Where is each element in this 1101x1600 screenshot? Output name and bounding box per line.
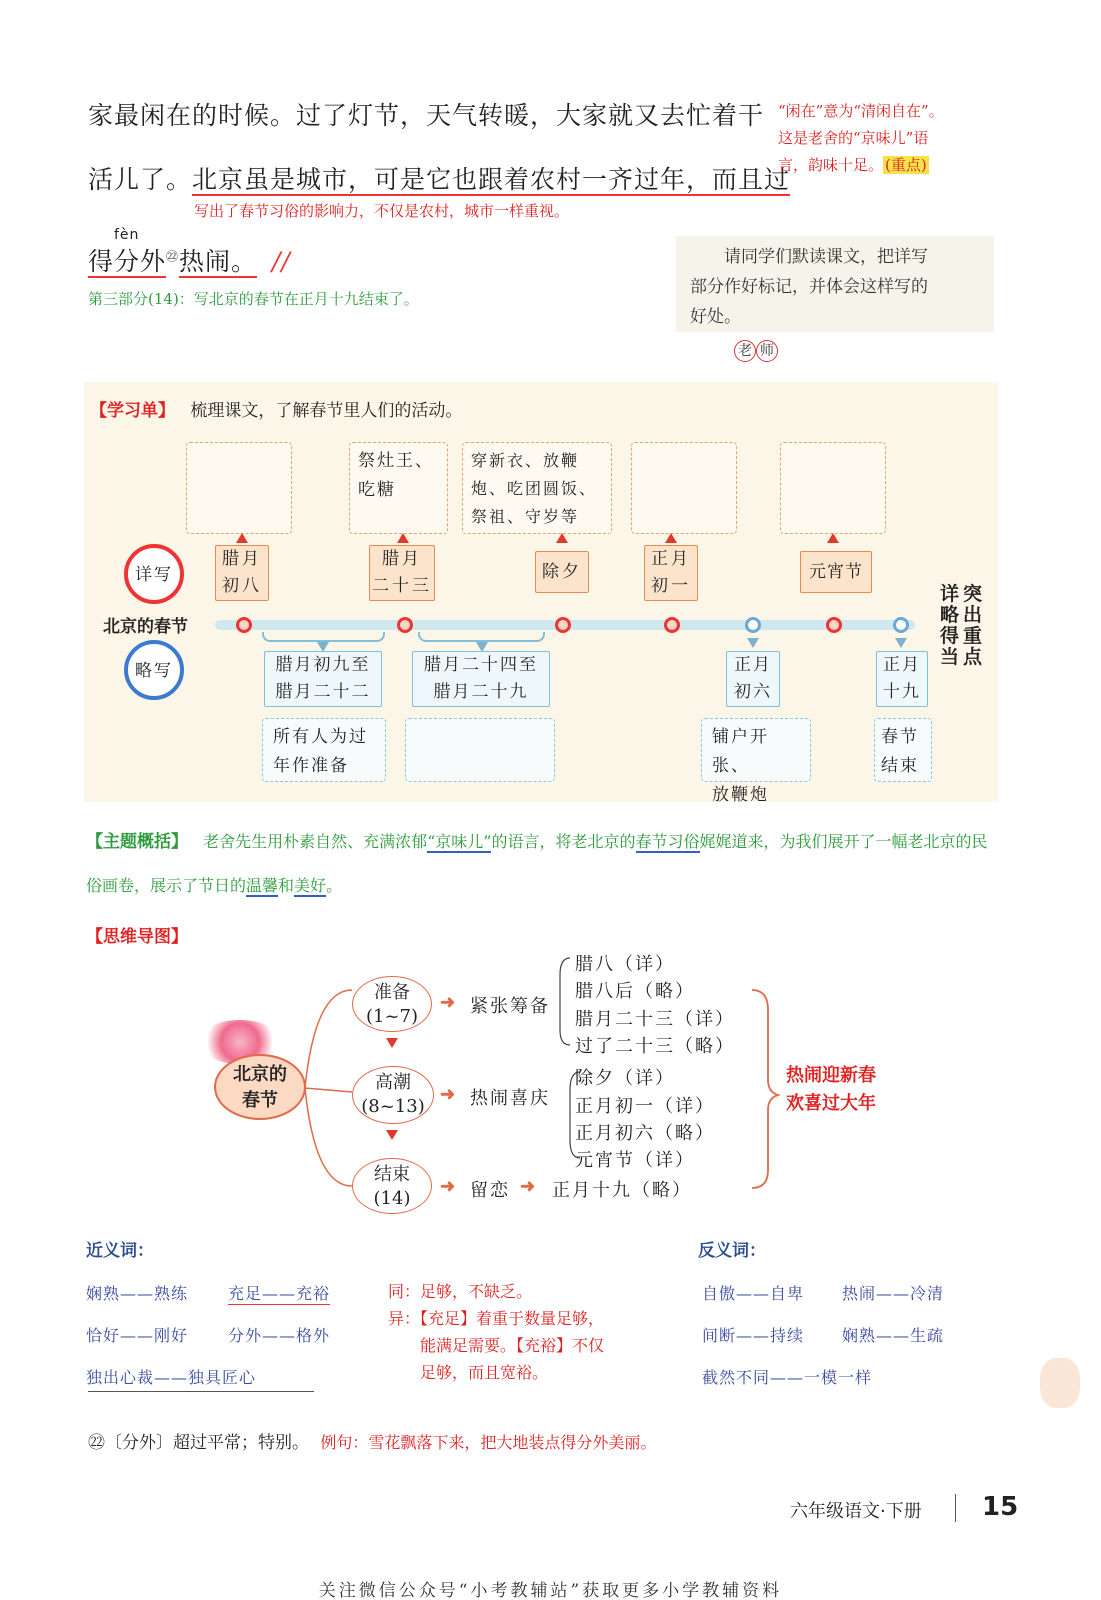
mind-map-tag: 【思维导图】 <box>86 927 188 947</box>
peak-item-4: 元宵节（详） <box>575 1150 695 1171</box>
date-yuanxiao-line-1: 元宵节 <box>809 562 863 582</box>
synonym-heading: 近义词： <box>86 1241 154 1261</box>
date-chuxi-line-1: 除夕 <box>542 562 582 582</box>
study-sheet-instruction: 梳理课文，了解春节里人们的活动。 <box>190 401 463 421</box>
side-note-3: 言，韵味十足。 <box>778 156 884 174</box>
date-zhengyue-19-line-1: 正月 <box>883 655 921 675</box>
peak-item-3: 正月初六（略） <box>575 1123 715 1144</box>
mind-map-center-line-1: 北京的 <box>233 1064 287 1085</box>
syn-note-diff-1: 异：【充足】着重于数量足够， <box>388 1309 605 1328</box>
bottom-box-4-line-2: 结束 <box>881 756 919 776</box>
date-zhengyue-6-line-2: 初六 <box>734 682 772 702</box>
arrow-right-2: ➜ <box>440 1084 458 1105</box>
range-late-line-2: 腊月二十九 <box>433 682 529 702</box>
tip-text-1: 请同学们默读课文，把详写 <box>724 247 928 267</box>
summary-text-1: 老舍先生用朴素自然、充满浓郁 <box>203 832 428 851</box>
summary-text-3: 娓娓道来，为我们展开 <box>699 832 860 851</box>
bottom-box-4-line-1: 春节 <box>881 727 919 747</box>
stage-prep-range: (1~7) <box>365 1006 419 1027</box>
antonym-heading: 反义词： <box>698 1241 766 1261</box>
phrase-fenwai: 得分外 <box>88 247 167 276</box>
date-zhengyue-6-line-1: 正月 <box>734 655 772 675</box>
syn-note-same: 同：足够，不缺乏。 <box>388 1282 533 1301</box>
stage-prep-mood: 紧张筹备 <box>470 996 550 1017</box>
syn-note-diff-2: 能满足需要。【充裕】不仅 <box>420 1336 605 1355</box>
footnote <box>88 1428 656 1453</box>
ant-4: 娴熟——生疏 <box>842 1326 945 1345</box>
stage-prep <box>352 976 432 1032</box>
passage-line-2-underlined: 北京虽是城市，可是它也跟着农村一齐过年，而且过 <box>192 165 791 194</box>
prep-item-3: 腊月二十三（详） <box>575 1009 735 1030</box>
arrow-right-4: ➜ <box>520 1176 538 1197</box>
section-break-mark: // <box>272 247 291 276</box>
syn-1: 娴熟——熟练 <box>86 1284 189 1303</box>
stage-end-mood: 留恋 <box>470 1180 510 1201</box>
footer-divider <box>955 1494 956 1522</box>
mind-map-center <box>214 1054 306 1120</box>
teacher-badge-2: 师 <box>756 340 778 362</box>
top-box-3-line-3: 祭祖、守岁等 <box>471 507 580 526</box>
date-23-line-2: 二十三 <box>372 576 432 596</box>
brief-label: 略写 <box>124 640 184 700</box>
bottom-box-3-line-1: 铺户开张、 <box>712 727 769 776</box>
stage-end <box>352 1158 432 1214</box>
tip-text-2: 部分作好标记，并体会这样写的 <box>690 277 928 297</box>
summary-text-4: 了一幅老北京的民俗画卷，展示了节日的 <box>86 832 988 895</box>
side-text-focus: 突出重点 <box>963 583 983 668</box>
footnote-text: ㉒〔分外〕超过平常；特别。 <box>88 1433 309 1453</box>
lantern-icon <box>1040 1358 1080 1408</box>
arrow-right-3: ➜ <box>440 1176 458 1197</box>
stage-end-range: (14) <box>373 1188 411 1209</box>
stage-end-name: 结束 <box>374 1164 410 1185</box>
stage-peak-name: 高潮 <box>375 1072 411 1093</box>
top-box-3-line-2: 炮、吃团圆饭、 <box>471 479 598 498</box>
range-late-line-1: 腊月二十四至 <box>424 655 538 675</box>
bottom-box-1-line-1: 所有人为过 <box>273 727 368 747</box>
ant-1: 自傲——自卑 <box>702 1284 805 1303</box>
bottom-box-3-line-2: 放鞭炮 <box>712 785 769 805</box>
summary-keyword-4: 美好 <box>294 876 327 895</box>
end-item: 正月十九（略） <box>552 1180 692 1201</box>
footnote-marker: ㉒ <box>166 249 180 264</box>
timeline-center-label: 北京的春节 <box>103 617 188 637</box>
ant-5: 截然不同——一模一样 <box>702 1368 873 1387</box>
tip-text-3: 好处。 <box>690 307 741 327</box>
teacher-badge-1: 老 <box>734 340 756 362</box>
ant-3: 间断——持续 <box>702 1326 805 1345</box>
ant-2: 热闹——冷清 <box>842 1284 945 1303</box>
side-note-2: 这是老舍的“京味儿”语 <box>778 129 929 147</box>
top-box-2-line-2: 吃糖 <box>358 480 396 500</box>
page-number: 15 <box>982 1492 1019 1522</box>
date-laba-line-1: 腊月 <box>222 549 262 569</box>
syn-note <box>388 1278 604 1386</box>
peak-item-1: 除夕（详） <box>575 1068 675 1089</box>
key-point-tag: (重点) <box>885 156 927 174</box>
summary-text-5: 和 <box>278 876 295 895</box>
summary-keyword-3: 温馨 <box>246 876 279 895</box>
syn-5: 独出心裁——独具匠心 <box>86 1368 257 1387</box>
top-box-2-line-1: 祭灶王、 <box>358 451 434 471</box>
arrow-right-1: ➜ <box>440 992 458 1013</box>
prep-item-1: 腊八（详） <box>575 954 675 975</box>
summary-keyword-2: 春节习俗 <box>635 832 700 851</box>
prep-item-2: 腊八后（略） <box>575 981 695 1002</box>
stage-peak <box>352 1066 434 1124</box>
summary-text-2: 的语言，将老北京的 <box>491 832 636 851</box>
footnote-example: 例句：雪花飘落下来，把大地装点得分外美丽。 <box>320 1433 657 1452</box>
summary-keyword-1: “京味儿” <box>427 832 492 851</box>
summary-tag: 【主题概括】 <box>86 832 188 852</box>
side-note-1: “闲在”意为“清闲自在”。 <box>778 102 944 120</box>
passage-line-1: 家最闲在的时候。过了灯节，天气转暖，大家就又去忙着干 <box>88 101 765 130</box>
peak-item-2: 正月初一（详） <box>575 1096 715 1117</box>
date-zhengyue-19-line-2: 十九 <box>883 682 921 702</box>
syn-3: 恰好——刚好 <box>86 1326 189 1345</box>
range-early-line-1: 腊月初九至 <box>275 655 371 675</box>
prep-item-4: 过了二十三（略） <box>575 1036 735 1057</box>
date-zhengyue-1-line-2: 初一 <box>651 576 691 596</box>
study-sheet-tag: 【学习单】 <box>90 401 175 421</box>
mind-map-theme-line-2: 欢喜过大年 <box>786 1093 876 1114</box>
book-title: 六年级语文·下册 <box>790 1501 922 1522</box>
side-text-detail: 详略得当 <box>940 583 960 668</box>
syn-4: 分外——格外 <box>228 1326 331 1345</box>
passage-line-3-b: 热闹。 <box>179 247 258 276</box>
stage-arrow-2 <box>386 1130 398 1140</box>
summary-text-6: 。 <box>326 876 343 895</box>
line2-annotation: 写出了春节习俗的影响力，不仅是农村，城市一样重视。 <box>194 202 570 220</box>
stage-prep-name: 准备 <box>374 982 410 1003</box>
passage-line-2-a: 活儿了。 <box>88 165 193 194</box>
detail-label: 详写 <box>124 544 184 604</box>
stage-peak-mood: 热闹喜庆 <box>470 1088 550 1109</box>
mind-map-theme <box>786 1062 876 1118</box>
mind-map-center-line-2: 春节 <box>242 1090 278 1111</box>
bottom-box-1-line-2: 年作准备 <box>273 756 349 776</box>
syn-note-diff-3: 足够，而且宽裕。 <box>420 1363 549 1382</box>
pinyin-fen: fèn <box>114 227 140 243</box>
date-23-line-1: 腊月 <box>382 549 422 569</box>
mind-map-theme-line-1: 热闹迎新春 <box>786 1065 876 1086</box>
section-note: 第三部分(14)：写北京的春节在正月十九结束了。 <box>88 290 419 308</box>
stage-peak-range: (8~13) <box>361 1096 425 1117</box>
syn-2: 充足——充裕 <box>228 1281 330 1305</box>
date-laba-line-2: 初八 <box>222 576 262 596</box>
stage-arrow-1 <box>386 1038 398 1048</box>
top-box-3-line-1: 穿新衣、放鞭 <box>471 451 580 470</box>
date-zhengyue-1-line-1: 正月 <box>651 549 691 569</box>
footnote-divider <box>88 1391 314 1392</box>
range-early-line-2: 腊月二十二 <box>275 682 371 702</box>
bottom-banner: 关注微信公众号“小考教辅站”获取更多小学教辅资料 <box>318 1581 783 1600</box>
